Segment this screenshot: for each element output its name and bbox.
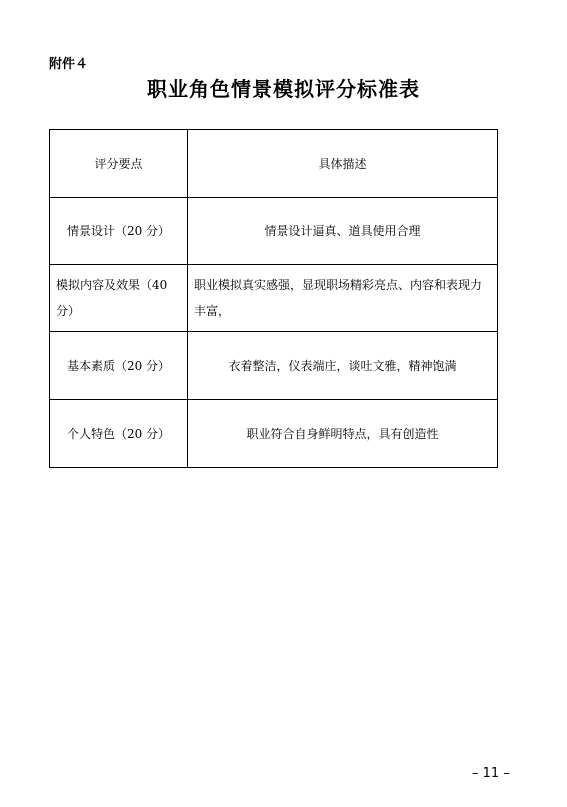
page-title: 职业角色情景模拟评分标准表 <box>147 77 420 101</box>
description-cell: 衣着整洁，仪表端庄，谈吐文雅，精神饱满 <box>188 332 498 400</box>
header-criterion: 评分要点 <box>50 130 188 198</box>
criterion-cell: 个人特色（20 分） <box>50 400 188 468</box>
table-header-row <box>50 130 498 198</box>
annex-label: 附件４ <box>49 57 89 72</box>
description-cell: 职业符合自身鲜明特点，具有创造性 <box>188 400 498 468</box>
table-row <box>50 198 498 265</box>
description-cell: 职业模拟真实感强，显现职场精彩亮点、内容和表现力丰富， <box>188 265 498 332</box>
description-cell: 情景设计逼真、道具使用合理 <box>188 198 498 265</box>
criterion-cell: 情景设计（20 分） <box>50 198 188 265</box>
scoring-table <box>49 129 498 468</box>
criterion-cell: 模拟内容及效果（40 分） <box>50 265 188 332</box>
table-row <box>50 265 498 332</box>
header-description: 具体描述 <box>188 130 498 198</box>
page-number: – 11 – <box>472 766 510 781</box>
table-row <box>50 332 498 400</box>
table-row <box>50 400 498 468</box>
criterion-cell: 基本素质（20 分） <box>50 332 188 400</box>
